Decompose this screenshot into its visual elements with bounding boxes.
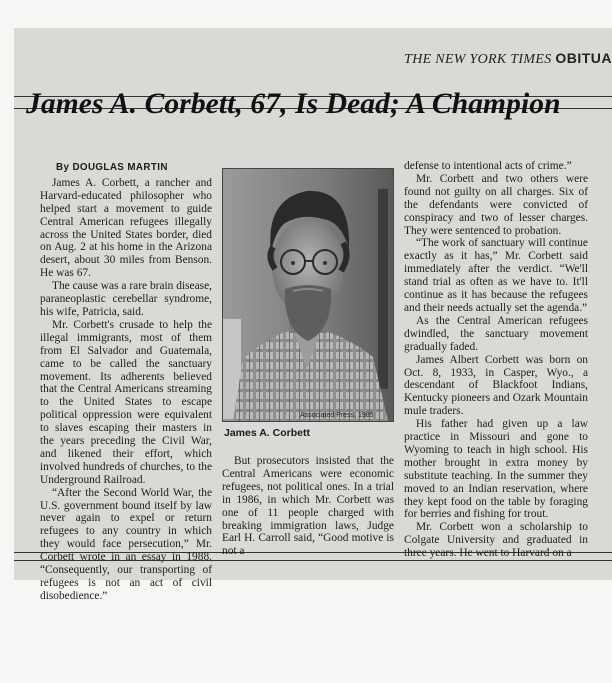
portrait-illustration: [223, 169, 393, 421]
portrait-photo: [222, 168, 394, 422]
col3-paragraph: “The work of sanctuary will continue exactly as it has,” Mr. Corbett said immediately after the verdict. “We'll stand trial as often as we have to. It'll continue as it has because the refugees and their needs actually set the agenda.”: [404, 237, 588, 314]
col1-paragraph: James A. Corbett, a rancher and Harvard-educated philosopher who helped start a movement to guide Central American refugees illegally across the United States border, died on Aug. 2 at his home in the Arizona desert, about 30 miles from Benson. He was 67.: [40, 176, 212, 280]
section-name: OBITUA: [555, 50, 612, 66]
col3-paragraph: defense to intentional acts of crime.”: [404, 160, 572, 172]
col3-paragraph: His father had given up a law practice in Missouri and gone to Wyoming to teach in high school. His mother brought in extra money by substitute teaching. In the summer they moved to an Indian reservation, where they kept food on the table by foraging for berries and fishing for trout.: [404, 418, 588, 521]
col1-paragraph: The cause was a rare brain disease, paraneoplastic cerebellar syndrome, his wife, Patricia, said.: [40, 280, 212, 318]
col3-paragraph: Mr. Corbett and two others were found not guilty on all charges. Six of the defendants were convicted of conspiracy and two of lesser charges. They were sentenced to probation.: [404, 172, 588, 237]
column-3: [404, 160, 588, 560]
col3-paragraph: James Albert Corbett was born on Oct. 8, 1933, in Casper, Wyo., a descendant of Blackfoot Indians, Kentucky pioneers and Ozark Mountain mule traders.: [404, 353, 588, 418]
col1-paragraph: “After the Second World War, the U.S. government bound itself by law never again to expel or return refugees to any country in which they would face persecution,” Mr. Corbett wrote in an essay in 1988. “Consequently, our transporting of refugees is not an act of civil disobedience.”: [40, 486, 212, 602]
byline: By DOUGLAS MARTIN: [56, 162, 168, 173]
column-1: [40, 162, 212, 603]
column-2: [222, 455, 394, 558]
col1-paragraph: Mr. Corbett's crusade to help the illegal immigrants, most of them from El Salvador and Guatemala, came to be called the sanctuary movement. Its adherents believed that the Central Americans streaming to the United States to escape political oppression were equivalent to slaves escaping their masters in the years preceding the Civil War, and likened their effort, which involved hundreds of churches, to the Underground Railroad.: [40, 318, 212, 486]
col3-paragraph: Mr. Corbett won a scholarship to Colgate University and graduated in three years. He went to Harvard on a: [404, 521, 588, 560]
col3-paragraph: As the Central American refugees dwindled, the sanctuary movement gradually faded.: [404, 314, 588, 353]
headline: James A. Corbett, 67, Is Dead; A Champion: [26, 88, 561, 120]
photo-credit: Associated Press, 1985: [300, 412, 374, 419]
section-label: [404, 50, 612, 68]
col2-paragraph: But prosecutors insisted that the Central Americans were economic refugees, not political ones. In a trial in 1986, in which Mr. Corbett was one of 11 people charged with breaking immigration laws, Judge Earl H. Carroll said, “Good motive is not a: [222, 455, 394, 558]
section-prefix: THE NEW YORK TIMES: [404, 52, 552, 67]
photo-caption: James A. Corbett: [224, 427, 310, 439]
